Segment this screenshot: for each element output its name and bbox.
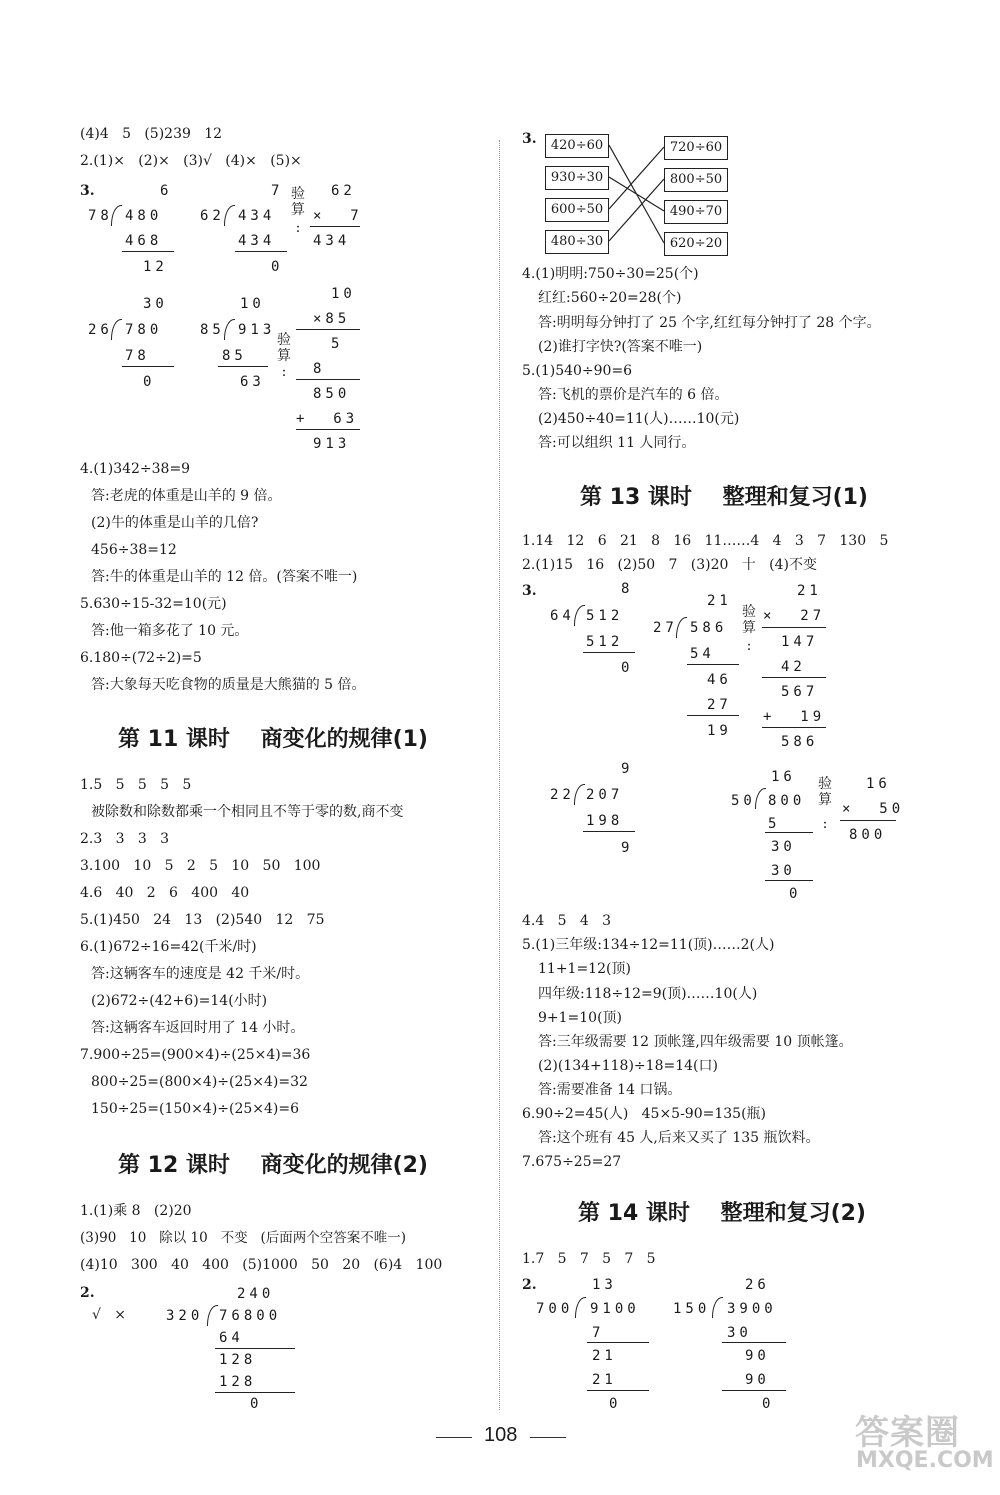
quotient: 240 [237,1286,275,1302]
answer-line: 1.5 5 5 5 5 [80,777,192,793]
division-rule [235,251,287,252]
division-rule [215,1348,295,1349]
divisor: 700 [536,1301,574,1317]
check-label: 验算 [277,332,291,364]
check-number: 16 [866,776,891,792]
division-rule [583,652,635,653]
check-number: 10 [331,286,356,302]
remainder: 0 [762,1396,775,1412]
remainder: 0 [250,1396,263,1412]
check-colon: : [822,816,828,832]
division-bracket [207,1305,218,1326]
subtrahend: 468 [125,233,163,249]
subtrahend: 85 [222,348,247,364]
divisor: 22 [550,787,575,803]
subtrahend: 21 [592,1372,617,1388]
answer-line: (2)谁打字快?(答案不唯一) [538,339,703,355]
answer-line: 答:大象每天吃食物的质量是大熊猫的 5 倍。 [91,677,366,693]
match-box-right: 720÷60 [664,136,728,160]
remainder: 19 [707,723,732,739]
divisor: 27 [653,620,678,636]
check-number: × 50 [842,801,905,817]
answer-line: (4)4 5 (5)239 12 [80,126,223,142]
answer-line: 2.(1)× (2)× (3)√ (4)× (5)× [80,153,302,169]
quotient: 6 [160,183,173,199]
partial-dividend: 46 [707,672,732,688]
answer-line: 800÷25=(800×4)÷(25×4)=32 [91,1074,308,1090]
quotient: 10 [240,296,265,312]
division-rule [587,1390,649,1391]
answer-line: 4.6 40 2 6 400 40 [80,885,250,901]
remainder: 9 [621,840,634,856]
division-rule [218,366,268,367]
partial-dividend: 21 [592,1348,617,1364]
remainder: 0 [143,374,156,390]
dividend: 780 [125,322,163,338]
remainder: 63 [240,374,265,390]
answer-line: 3.100 10 5 2 5 10 50 100 [80,858,321,874]
matching-lines [609,135,665,255]
divisor: 50 [731,793,756,809]
remainder: 0 [271,259,284,275]
section-heading: 第 14 课时 整理和复习(2) [578,1201,866,1226]
answer-line: 5.630÷15-32=10(元) [80,596,227,612]
subtrahend: 30 [771,863,796,879]
division-bracket [755,788,766,809]
answer-line: 答:需要准备 14 口锅。 [538,1082,682,1098]
answer-line: (4)10 300 40 400 (5)1000 50 20 (6)4 100 [80,1257,443,1273]
division-bracket [574,605,585,626]
subtrahend: 64 [219,1330,244,1346]
section-heading: 第 11 课时 商变化的规律(1) [118,727,428,752]
quotient: 7 [271,183,284,199]
dividend: 586 [690,620,728,636]
answer-line: 6.180÷(72÷2)=5 [80,650,202,666]
dividend: 207 [586,787,624,803]
check-label: 验算 [742,604,756,636]
subtrahend: 5 [768,816,781,832]
tick-cross-marks: √ × [92,1307,127,1323]
division-rule [687,664,739,665]
subtrahend: 7 [592,1325,605,1341]
quotient: 26 [745,1277,770,1293]
quotient: 9 [621,761,634,777]
answer-line: 答:这辆客车的速度是 42 千米/时。 [91,966,310,982]
answer-line: 答:这辆客车返回时用了 14 小时。 [91,1020,305,1036]
match-line [609,179,664,241]
answer-line: 红红:560÷20=28(个) [538,290,682,306]
remainder: 0 [789,886,802,902]
remainder: 12 [143,259,168,275]
check-number: + 63 [296,411,359,427]
division-bracket [224,205,235,226]
question-number: 3. [80,183,95,199]
check-colon: : [281,364,287,380]
check-result: 434 [313,233,351,249]
divisor: 26 [88,322,113,338]
page-number: 108 [484,1424,518,1446]
check-rule [840,820,896,821]
answer-line: (2)672÷(42+6)=14(小时) [91,993,268,1009]
dividend: 800 [768,793,806,809]
match-box-left: 600÷50 [545,198,609,222]
answer-line: 4.(1)342÷38=9 [80,461,191,477]
answer-line: 四年级:118÷12=9(顶)……10(人) [538,986,758,1002]
watermark-logo: 答案圈 [855,1413,960,1453]
answer-line: 1.14 12 6 21 8 16 11……4 4 3 7 130 5 [522,533,889,549]
partial-dividend: 90 [745,1348,770,1364]
divisor: 78 [88,208,113,224]
check-number: 567 [781,684,819,700]
dividend: 913 [238,322,276,338]
quotient: 13 [592,1277,617,1293]
quotient: 30 [143,296,168,312]
check-rule [762,677,826,678]
answer-line: 答:他一箱多花了 10 元。 [91,623,249,639]
watermark-url: MXQE.COM [856,1448,994,1473]
division-rule [722,1390,786,1391]
check-result: 800 [849,827,887,843]
match-box-right: 490÷70 [664,200,728,224]
division-rule [587,1342,649,1343]
answer-line: 1.(1)乘 8 (2)20 [80,1203,192,1219]
divisor: 320 [166,1308,204,1324]
quotient: 16 [771,769,796,785]
check-number: ×85 [313,311,351,327]
subtrahend: 90 [745,1372,770,1388]
answer-line: 答:明明每分钟打了 25 个字,红红每分钟打了 28 个字。 [538,315,881,331]
answer-line: 答:三年级需要 12 顶帐篷,四年级需要 10 顶帐篷。 [538,1034,853,1050]
check-number: 21 [797,583,822,599]
divisor: 64 [550,608,575,624]
subtrahend: 198 [586,813,624,829]
divisor: 62 [200,208,225,224]
dividend: 76800 [219,1308,282,1324]
answer-line: 11+1=12(顶) [538,961,631,977]
page-number-rule [436,1437,472,1438]
answer-line: 2.3 3 3 3 [80,831,170,847]
check-label: 验算 [818,776,832,808]
division-bracket [574,784,585,805]
dividend: 3900 [727,1301,777,1317]
match-box-left: 420÷60 [545,134,609,158]
answer-line: 5.(1)540÷90=6 [522,363,633,379]
match-box-right: 800÷50 [664,168,728,192]
check-number: 42 [781,659,806,675]
subtrahend: 434 [238,233,276,249]
division-rule [583,831,635,832]
dividend: 480 [125,208,163,224]
check-colon: : [746,638,752,654]
answer-line: 6.(1)672÷16=42(千米/时) [80,939,257,955]
answer-line: 9+1=10(顶) [538,1010,623,1026]
answer-line: 2.(1)15 16 (2)50 7 (3)20 十 (4)不变 [522,557,817,573]
answer-line: (2)牛的体重是山羊的几倍? [91,515,259,531]
check-number: × 27 [763,608,826,624]
answer-line: 7.900÷25=(900×4)÷(25×4)=36 [80,1047,311,1063]
subtrahend: 78 [125,348,150,364]
division-rule [765,832,813,833]
answer-line: (2)450÷40=11(人)……10(元) [538,411,740,427]
check-rule [762,727,826,728]
answer-line: 答:牛的体重是山羊的 12 倍。(答案不唯一) [91,569,358,585]
check-rule [296,379,360,380]
match-line [609,177,664,211]
divisor: 85 [200,322,225,338]
check-number: 62 [331,183,356,199]
answer-line: 4.(1)明明:750÷30=25(个) [522,266,699,282]
answer-line: 6.90÷2=45(人) 45×5-90=135(瓶) [522,1106,767,1122]
subtrahend: 54 [690,646,715,662]
check-label: 验算 [291,186,305,218]
check-number: 850 [313,386,351,402]
dividend: 512 [586,608,624,624]
check-number: × 7 [313,208,363,224]
division-rule [122,366,174,367]
question-number: 3. [522,131,537,147]
check-rule [296,329,360,330]
answer-line: 5.(1)450 24 13 (2)540 12 75 [80,912,325,928]
column-divider [499,140,500,1410]
question-number: 2. [522,1277,537,1293]
check-result: 586 [781,734,819,750]
answer-line: 1.7 5 7 5 7 5 [522,1251,656,1267]
dividend: 434 [238,208,276,224]
section-heading: 第 13 课时 整理和复习(1) [580,485,868,510]
question-number: 2. [80,1285,95,1301]
division-bracket [575,1297,586,1318]
check-rule [296,429,360,430]
division-bracket [224,319,235,340]
answer-line: 4.4 5 4 3 [522,913,612,929]
answer-line: 答:飞机的票价是汽车的 6 倍。 [538,387,729,403]
subtrahend: 128 [219,1374,257,1390]
answer-line: 150÷25=(150×4)÷(25×4)=6 [91,1101,300,1117]
quotient: 21 [707,593,732,609]
division-rule [122,251,174,252]
answer-line: 456÷38=12 [91,542,177,558]
answer-line: 7.675÷25=27 [522,1154,622,1170]
match-box-left: 480÷30 [545,230,609,254]
check-number: 147 [781,634,819,650]
dividend: 9100 [590,1301,640,1317]
match-box-left: 930÷30 [545,166,609,190]
division-rule [765,880,813,881]
answer-line: 5.(1)三年级:134÷12=11(顶)……2(人) [522,937,775,953]
answer-line: 答:老虎的体重是山羊的 9 倍。 [91,488,282,504]
match-box-right: 620÷20 [664,232,728,256]
division-rule [722,1342,786,1343]
check-number: 5 [331,336,344,352]
subtrahend: 27 [707,697,732,713]
check-number: 8 [313,361,326,377]
check-colon: : [295,220,301,236]
check-rule [310,226,360,227]
subtrahend: 512 [586,634,624,650]
section-heading: 第 12 课时 商变化的规律(2) [118,1153,428,1178]
answer-line: 答:可以组织 11 人同行。 [538,435,696,451]
check-rule [762,627,826,628]
quotient: 8 [621,581,634,597]
answer-line: 被除数和除数都乘一个相同且不等于零的数,商不变 [91,804,404,820]
division-bracket [712,1297,723,1318]
answer-line: 答:这个班有 45 人,后来又买了 135 瓶饮料。 [538,1130,820,1146]
answer-line: (3)90 10 除以 10 不变 (后面两个空答案不唯一) [80,1230,406,1246]
remainder: 0 [621,660,634,676]
page-number-rule [530,1437,566,1438]
check-number: + 19 [763,709,826,725]
partial-dividend: 128 [219,1352,257,1368]
check-result: 913 [313,436,351,452]
division-rule [215,1392,295,1393]
answer-line: (2)(134+118)÷18=14(口) [538,1058,718,1074]
match-line [609,147,664,209]
divisor: 150 [673,1301,711,1317]
question-number: 3. [522,583,537,599]
partial-dividend: 30 [771,839,796,855]
remainder: 0 [609,1396,622,1412]
division-rule [687,715,739,716]
subtrahend: 30 [727,1325,752,1341]
